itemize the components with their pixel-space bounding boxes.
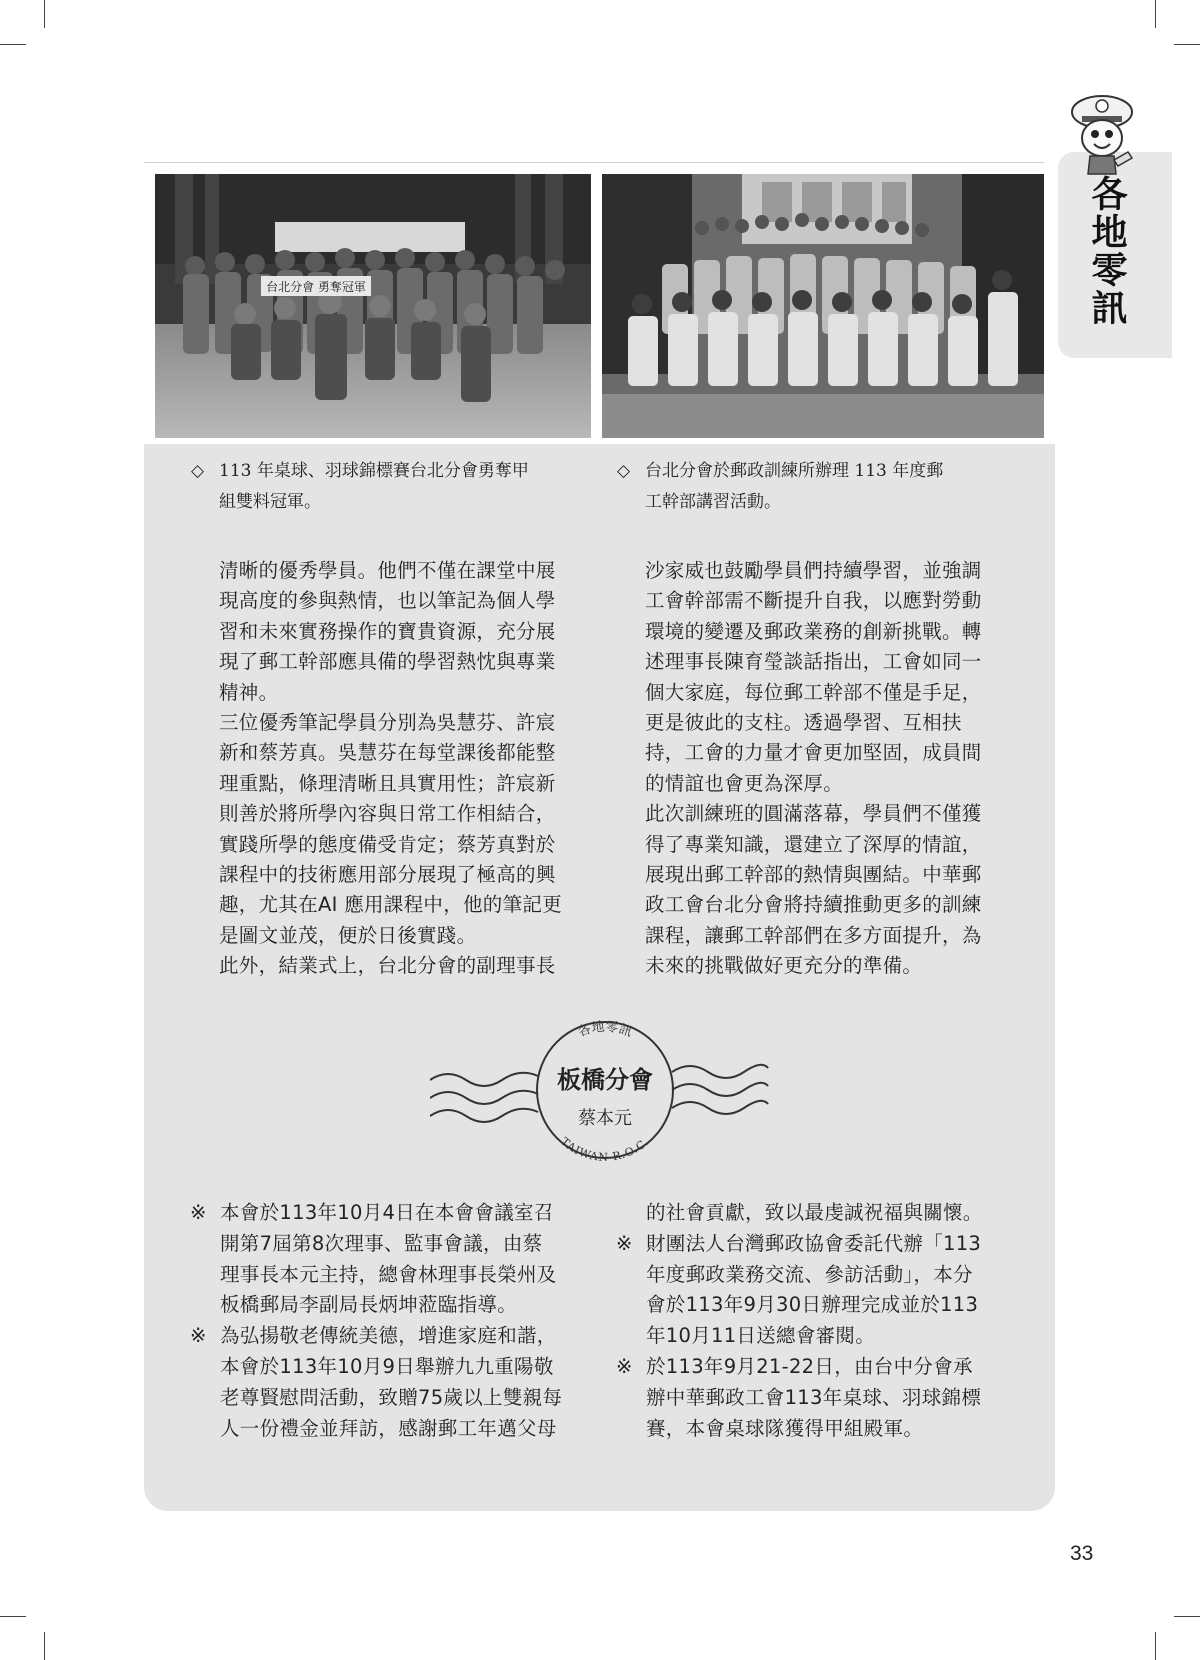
note-line: 老尊賢慰問活動，致贈75歲以上雙親每 (220, 1385, 563, 1409)
note-line: 年度郵政業務交流、參訪活動」，本分 (646, 1262, 973, 1286)
note-line: 年10月11日送總會審閱。 (646, 1324, 876, 1348)
crop-mark (1174, 44, 1200, 45)
article-line: 課程中的技術應用部分展現了極高的興 (219, 863, 556, 887)
reference-mark-icon: ※ (616, 1231, 633, 1255)
article-line: 實踐所學的態度備受肯定；蔡芳真對於 (219, 832, 556, 856)
crop-mark (44, 0, 45, 28)
photo-training-group (602, 174, 1044, 438)
note-line: 人一份禮金並拜訪，感謝郵工年邁父母 (220, 1416, 557, 1440)
stamp-arc-top: 各地零訊 (576, 1020, 634, 1041)
stamp-branch-name: 板橋分會 (557, 1065, 653, 1094)
article-line: 趣，尤其在AI 應用課程中，他的筆記更 (219, 893, 562, 917)
header-rule (144, 162, 1044, 163)
caption-left (191, 456, 599, 518)
crop-mark (1174, 1616, 1200, 1617)
article-line: 工會幹部需不斷提升自我，以應對勞動 (645, 589, 982, 613)
article-line: 展現出郵工幹部的熱情與團結。中華郵 (645, 863, 982, 887)
article-line: 政工會台北分會將持續推動更多的訓練 (645, 893, 982, 917)
branch-stamp (430, 1020, 770, 1174)
article-line: 清晰的優秀學員。他們不僅在課堂中展 (219, 559, 556, 582)
article-line: 的情誼也會更為深厚。 (645, 771, 844, 795)
article-line: 環境的變遷及郵政業務的創新挑戰。轉 (645, 619, 982, 643)
stamp-author: 蔡本元 (578, 1108, 632, 1129)
article-line: 此次訓練班的圓滿落幕，學員們不僅獲 (645, 802, 982, 826)
article-line: 持，工會的力量才會更加堅固，成員間 (645, 741, 982, 765)
note-line: 理事長本元主持，總會林理事長榮州及 (220, 1262, 557, 1286)
photo-tournament-team (155, 174, 591, 438)
caption-line: 113 年桌球、羽球錦標賽台北分會勇奪甲 (219, 461, 529, 481)
caption-right (617, 456, 1035, 518)
article-line: 個大家庭，每位郵工幹部不僅是手足， (645, 680, 982, 704)
article-line: 精神。 (219, 680, 279, 704)
notes-column-right (616, 1198, 1036, 1444)
article-line: 新和蔡芳真。吳慧芬在每堂課後都能整 (219, 741, 556, 765)
note-line: 為弘揚敬老傳統美德，增進家庭和諧， (220, 1324, 557, 1348)
note-item (190, 1321, 590, 1444)
article-line: 現了郵工幹部應具備的學習熱忱與專業 (219, 650, 556, 674)
diamond-bullet-icon: ◇ (191, 461, 205, 481)
note-line: 板橋郵局李副局長炳坤蒞臨指導。 (220, 1293, 518, 1317)
note-line: 本會於113年10月4日在本會會議室召 (220, 1201, 554, 1224)
note-line: 本會於113年10月9日舉辦九九重陽敬 (220, 1354, 554, 1378)
article-line: 現高度的參與熱情，也以筆記為個人學 (219, 589, 556, 613)
mascot-postman-icon (1062, 82, 1142, 182)
article-line: 課程，讓郵工幹部們在多方面提升，為 (645, 923, 982, 947)
section-tab-label: 各地零訊 (1086, 175, 1128, 327)
note-line: 辦中華郵政工會113年桌球、羽球錦標 (646, 1385, 982, 1409)
article-line: 沙家威也鼓勵學員們持續學習，並強調 (645, 559, 982, 582)
note-item (616, 1229, 1036, 1352)
note-line: 賽，本會桌球隊獲得甲組殿軍。 (646, 1416, 924, 1440)
article-line: 更是彼此的支柱。透過學習、互相扶 (645, 711, 962, 735)
diamond-bullet-icon: ◇ (617, 461, 631, 481)
banner-text: 台北分會 勇奪冠軍 (266, 280, 366, 294)
note-item (190, 1198, 590, 1321)
note-line: 於113年9月21-22日，由台中分會承 (646, 1354, 973, 1378)
crop-mark (1155, 0, 1156, 28)
caption-line: 台北分會於郵政訓練所辦理 113 年度郵 (645, 461, 944, 481)
crop-mark (44, 1632, 45, 1660)
reference-mark-icon: ※ (190, 1201, 207, 1224)
article-line: 則善於將所學內容與日常工作相結合， (219, 802, 556, 826)
article-line: 習和未來實務操作的寶貴資源，充分展 (219, 619, 556, 643)
crop-mark (1155, 1632, 1156, 1660)
note-line: 會於113年9月30日辦理完成並於113 (646, 1293, 979, 1317)
reference-mark-icon: ※ (616, 1354, 633, 1378)
article-column-left (219, 556, 599, 982)
crop-mark (0, 1616, 26, 1617)
stamp-arc-bottom: TAIWAN R.O.C. (558, 1134, 652, 1164)
note-line: 財團法人台灣郵政協會委託代辦「113 (646, 1231, 982, 1255)
caption-line: 工幹部講習活動。 (645, 492, 781, 512)
notes-column-left (190, 1198, 590, 1444)
article-line: 三位優秀筆記學員分別為吳慧芬、許宸 (219, 711, 556, 735)
caption-line: 組雙料冠軍。 (219, 492, 321, 512)
article-line: 此外，結業式上，台北分會的副理事長 (219, 954, 556, 978)
note-item (616, 1352, 1036, 1444)
reference-mark-icon: ※ (190, 1324, 207, 1348)
article-line: 是圖文並茂，便於日後實踐。 (219, 923, 477, 947)
note-line: 開第7屆第8次理事、監事會議，由蔡 (220, 1231, 543, 1255)
article-line: 理重點，條理清晰且具實用性；許宸新 (219, 771, 556, 795)
article-line: 得了專業知識，還建立了深厚的情誼， (645, 832, 982, 856)
article-column-right (645, 556, 1035, 982)
article-line: 未來的挑戰做好更充分的準備。 (645, 954, 923, 978)
note-continuation: 的社會貢獻，致以最虔誠祝福與關懷。 (646, 1201, 983, 1224)
article-line: 述理事長陳育瑩談話指出，工會如同一 (645, 650, 982, 674)
page-number: 33 (1070, 1542, 1094, 1565)
crop-mark (0, 44, 26, 45)
